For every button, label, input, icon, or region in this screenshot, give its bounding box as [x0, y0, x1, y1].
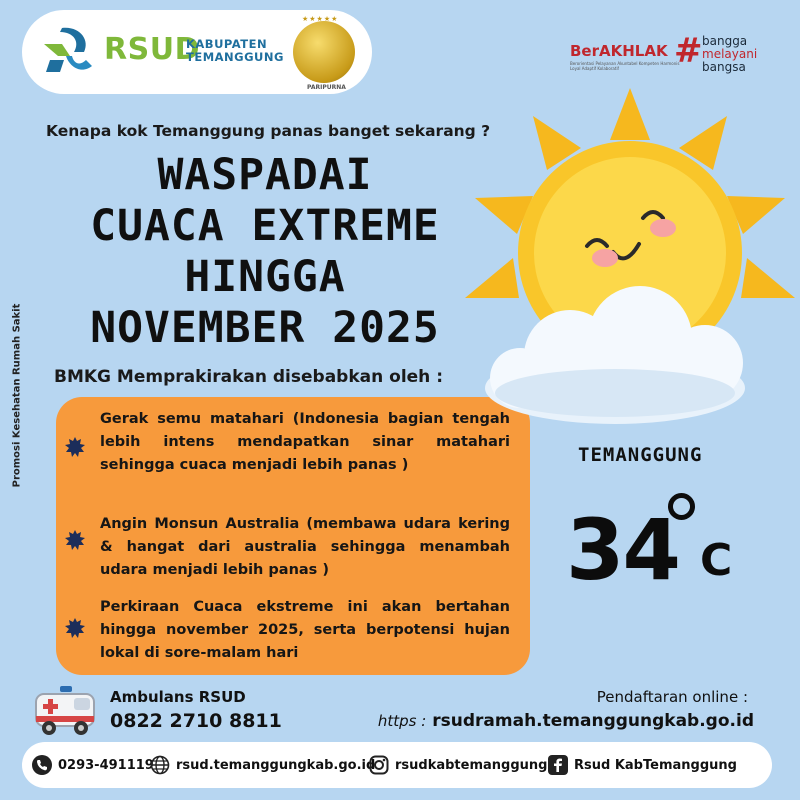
registration-url[interactable]: rsudramah.temanggungkab.go.id [432, 711, 754, 731]
tagline-word: bangsa [702, 60, 746, 74]
phone-text[interactable]: 0293-491119 [58, 757, 154, 773]
tagline-word: bangga [702, 34, 748, 48]
award-stars: ★★★★★ [302, 15, 339, 23]
bullet-gear-icon [65, 618, 85, 638]
bullet-gear-icon [65, 437, 85, 457]
question-text: Kenapa kok Temanggung panas banget sekarang ? [46, 122, 491, 140]
headline [40, 150, 490, 354]
berakhlak-logo: BerAKHLAK [570, 42, 668, 60]
headline-line: NOVEMBER 2025 [90, 303, 440, 353]
hashtag-icon: # [674, 31, 703, 71]
bmkg-intro: BMKG Memprakirakan disebabkan oleh : [54, 367, 443, 387]
paripurna-award-icon [293, 21, 355, 83]
degree-icon [668, 493, 695, 520]
award-caption: PARIPURNA [307, 84, 346, 91]
headline-line: HINGGA [184, 252, 346, 302]
registration-label: Pendaftaran online : [596, 688, 748, 706]
ambulance-label: Ambulans RSUD [110, 688, 246, 706]
side-label: Promosi Kesehatan Rumah Sakit [11, 303, 23, 488]
bullet-gear-icon [65, 530, 85, 550]
rsud-logo-icon [40, 26, 98, 78]
facebook-text[interactable]: Rsud KabTemanggung [574, 757, 737, 773]
footer-website[interactable] [150, 755, 375, 775]
ambulance-number[interactable]: 0822 2710 8811 [110, 710, 282, 732]
headline-line: WASPADAI [157, 150, 373, 200]
cause-item: Angin Monsun Australia (membawa udara kering & hangat dari australia sehingga menambah udara menjadi lebih panas ) [100, 516, 510, 578]
brand-subtitle-line1: KABUPATEN [186, 37, 268, 51]
logo-banner [22, 10, 372, 94]
globe-icon [150, 755, 170, 775]
website-text[interactable]: rsud.temanggungkab.go.id [176, 757, 376, 773]
sun-icon [465, 88, 795, 428]
brand-subtitle [186, 38, 284, 64]
instagram-icon [369, 755, 389, 775]
tagline [702, 35, 757, 74]
footer-instagram[interactable] [369, 755, 547, 775]
registration-link[interactable] [378, 711, 754, 731]
tagline-word: melayani [702, 47, 758, 61]
footer-facebook[interactable] [548, 755, 737, 775]
city-label: TEMANGGUNG [578, 444, 703, 466]
registration-prefix: https : [377, 712, 427, 730]
brand-subtitle-line2: TEMANGGUNG [186, 50, 284, 64]
temperature-value: 34 [566, 501, 679, 599]
brand-name: RSUD [104, 32, 200, 67]
temperature-unit: C [700, 535, 733, 586]
ambulance-icon [34, 684, 98, 740]
instagram-text[interactable]: rsudkabtemanggung [395, 757, 548, 773]
footer-phone[interactable] [32, 755, 154, 775]
facebook-icon [548, 755, 568, 775]
berakhlak-subtitle: Berorientasi Pelayanan Akuntabel Kompeten Harmonis Loyal Adaptif Kolaboratif [570, 61, 680, 71]
cause-item: Gerak semu matahari (Indonesia bagian tengah lebih intens mendapatkan sinar matahari sehingga cuaca menjadi lebih panas ) [100, 411, 510, 473]
phone-icon [32, 755, 52, 775]
headline-line: CUACA EXTREME [90, 201, 440, 251]
cause-item: Perkiraan Cuaca ekstreme ini akan bertahan hingga november 2025, serta berpotensi hujan lokal di sore-malam hari [100, 599, 510, 661]
